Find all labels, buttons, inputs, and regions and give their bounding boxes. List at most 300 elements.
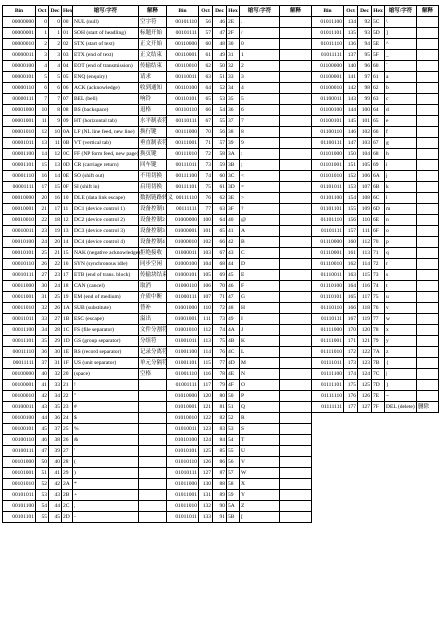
bin-cell: 01110011 <box>312 270 344 281</box>
table-row <box>3 138 167 149</box>
bin-cell: 00101101 <box>3 512 36 523</box>
oct-cell: 26 <box>36 259 49 270</box>
hex-cell: 4F <box>227 380 240 391</box>
table-row <box>167 171 312 182</box>
char-cell: * <box>73 479 139 490</box>
bin-cell: 00100001 <box>3 380 36 391</box>
hex-cell: 0A <box>62 127 73 138</box>
bin-cell: 01000100 <box>167 259 199 270</box>
oct-cell: 162 <box>344 259 358 270</box>
char-cell: b <box>385 83 417 94</box>
explain-cell <box>417 215 439 226</box>
oct-cell: 167 <box>344 314 358 325</box>
bin-cell: 00001001 <box>3 116 36 127</box>
char-cell: a <box>385 72 417 83</box>
char-cell: K <box>240 336 280 347</box>
dec-cell: 114 <box>358 259 372 270</box>
table-row <box>167 424 312 435</box>
column-header-bin: Bin <box>167 6 199 17</box>
bin-cell: 00011011 <box>3 314 36 325</box>
hex-cell: 77 <box>372 314 385 325</box>
oct-cell: 127 <box>199 468 213 479</box>
dec-cell: 64 <box>213 215 227 226</box>
explain-cell: 正文结束 <box>139 50 167 61</box>
char-cell: EM (end of medium) <box>73 292 139 303</box>
bin-cell: 01001011 <box>167 336 199 347</box>
oct-cell: 105 <box>199 270 213 281</box>
oct-cell: 134 <box>344 17 358 28</box>
hex-cell: 0F <box>62 182 73 193</box>
oct-cell: 173 <box>344 358 358 369</box>
bin-cell: 01110110 <box>312 303 344 314</box>
char-cell: 4 <box>240 83 280 94</box>
oct-cell: 33 <box>36 314 49 325</box>
dec-cell: 19 <box>49 226 62 237</box>
hex-cell: 79 <box>372 336 385 347</box>
char-cell: O <box>240 380 280 391</box>
table-row <box>3 468 167 479</box>
char-cell: STX (start of text) <box>73 39 139 50</box>
char-cell: x <box>385 325 417 336</box>
explain-cell: 正文开始 <box>139 39 167 50</box>
table-row <box>312 281 439 292</box>
char-cell: ) <box>73 468 139 479</box>
oct-cell: 150 <box>344 149 358 160</box>
char-cell: o <box>385 226 417 237</box>
bin-cell: 00111100 <box>167 171 199 182</box>
table-row <box>167 226 312 237</box>
bin-cell: 01101000 <box>312 149 344 160</box>
dec-cell: 34 <box>49 391 62 402</box>
table-row <box>3 105 167 116</box>
dec-cell: 33 <box>49 380 62 391</box>
oct-cell: 107 <box>199 292 213 303</box>
hex-cell: 62 <box>372 83 385 94</box>
table-row <box>3 358 167 369</box>
oct-cell: 15 <box>36 160 49 171</box>
bin-cell: 01100101 <box>312 116 344 127</box>
hex-cell: 45 <box>227 270 240 281</box>
table-row <box>312 83 439 94</box>
oct-cell: 73 <box>199 160 213 171</box>
bin-cell: 00101011 <box>3 490 36 501</box>
oct-cell: 176 <box>344 391 358 402</box>
bin-cell: 00111011 <box>167 160 199 171</box>
dec-cell: 94 <box>358 39 372 50</box>
table-row <box>312 303 439 314</box>
char-cell: X <box>240 479 280 490</box>
dec-cell: 55 <box>213 116 227 127</box>
hex-cell: 42 <box>227 237 240 248</box>
char-cell: C <box>240 248 280 259</box>
explain-cell: 介质中断 <box>139 292 167 303</box>
explain-cell <box>139 424 167 435</box>
oct-cell: 146 <box>344 127 358 138</box>
table-row <box>312 336 439 347</box>
dec-cell: 13 <box>49 160 62 171</box>
char-cell: H <box>240 303 280 314</box>
dec-cell: 50 <box>213 61 227 72</box>
table-row <box>3 402 167 413</box>
bin-cell: 00010100 <box>3 237 36 248</box>
explain-cell <box>280 28 312 39</box>
oct-cell: 144 <box>344 105 358 116</box>
dec-cell: 87 <box>213 468 227 479</box>
column-header-explain: 解释 <box>139 6 167 17</box>
dec-cell: 78 <box>213 369 227 380</box>
hex-cell: 15 <box>62 248 73 259</box>
bin-cell: 00101100 <box>3 501 36 512</box>
dec-cell: 30 <box>49 347 62 358</box>
oct-cell: 117 <box>199 380 213 391</box>
bin-cell: 01110000 <box>312 237 344 248</box>
oct-cell: 62 <box>199 61 213 72</box>
char-cell: n <box>385 215 417 226</box>
dec-cell: 10 <box>49 127 62 138</box>
table-row <box>3 380 167 391</box>
oct-cell: 114 <box>199 347 213 358</box>
dec-cell: 123 <box>358 358 372 369</box>
table-row <box>312 347 439 358</box>
table-row <box>167 391 312 402</box>
hex-cell: 38 <box>227 127 240 138</box>
explain-cell <box>280 358 312 369</box>
oct-cell: 36 <box>36 347 49 358</box>
header-row <box>3 6 167 17</box>
dec-cell: 92 <box>358 17 372 28</box>
oct-cell: 55 <box>36 512 49 523</box>
hex-cell: 13 <box>62 226 73 237</box>
explain-cell <box>417 28 439 39</box>
explain-cell <box>280 17 312 28</box>
explain-cell <box>280 237 312 248</box>
explain-cell <box>280 61 312 72</box>
char-cell: | <box>385 369 417 380</box>
table-row <box>312 369 439 380</box>
char-cell: FS (file separator) <box>73 325 139 336</box>
dec-cell: 48 <box>213 39 227 50</box>
hex-cell: 6D <box>372 204 385 215</box>
hex-cell: 3C <box>227 171 240 182</box>
explain-cell <box>280 314 312 325</box>
hex-cell: 23 <box>62 402 73 413</box>
oct-cell: 60 <box>199 39 213 50</box>
char-cell: r <box>385 259 417 270</box>
oct-cell: 100 <box>199 215 213 226</box>
table-row <box>312 182 439 193</box>
oct-cell: 157 <box>344 226 358 237</box>
table-row <box>167 116 312 127</box>
dec-cell: 58 <box>213 149 227 160</box>
table-row <box>312 292 439 303</box>
bin-cell: 00101111 <box>167 28 199 39</box>
hex-cell: 41 <box>227 226 240 237</box>
oct-cell: 174 <box>344 369 358 380</box>
bin-cell: 01111100 <box>312 369 344 380</box>
hex-cell: 74 <box>372 281 385 292</box>
table-row <box>3 490 167 501</box>
dec-cell: 68 <box>213 259 227 270</box>
table-row <box>312 17 439 28</box>
table-row <box>3 39 167 50</box>
hex-cell: 2C <box>62 501 73 512</box>
hex-cell: 43 <box>227 248 240 259</box>
dec-cell: 12 <box>49 149 62 160</box>
dec-cell: 43 <box>49 490 62 501</box>
oct-cell: 163 <box>344 270 358 281</box>
oct-cell: 67 <box>199 116 213 127</box>
bin-cell: 01110001 <box>312 248 344 259</box>
dec-cell: 52 <box>213 83 227 94</box>
hex-cell: 5A <box>227 501 240 512</box>
oct-cell: 42 <box>36 391 49 402</box>
dec-cell: 103 <box>358 138 372 149</box>
bin-cell: 01000001 <box>167 226 199 237</box>
bin-cell: 00010101 <box>3 248 36 259</box>
hex-cell: 37 <box>227 116 240 127</box>
dec-cell: 84 <box>213 435 227 446</box>
table-row <box>3 270 167 281</box>
oct-cell: 160 <box>344 237 358 248</box>
explain-cell <box>139 413 167 424</box>
char-cell: ] <box>385 28 417 39</box>
dec-cell: 105 <box>358 160 372 171</box>
char-cell: % <box>73 424 139 435</box>
hex-cell: 06 <box>62 83 73 94</box>
oct-cell: 25 <box>36 248 49 259</box>
explain-cell <box>280 94 312 105</box>
oct-cell: 123 <box>199 424 213 435</box>
hex-cell: 28 <box>62 457 73 468</box>
explain-cell <box>417 17 439 28</box>
table-row <box>3 160 167 171</box>
bin-cell: 01000000 <box>167 215 199 226</box>
hex-cell: 3F <box>227 204 240 215</box>
explain-cell <box>280 479 312 490</box>
hex-cell: 5F <box>372 50 385 61</box>
explain-cell <box>417 358 439 369</box>
oct-cell: 6 <box>36 83 49 94</box>
bin-cell: 00000100 <box>3 61 36 72</box>
dec-cell: 97 <box>358 72 372 83</box>
oct-cell: 121 <box>199 402 213 413</box>
hex-cell: 31 <box>227 50 240 61</box>
dec-cell: 80 <box>213 391 227 402</box>
hex-cell: 7A <box>372 347 385 358</box>
table-row <box>3 50 167 61</box>
explain-cell <box>417 116 439 127</box>
bin-cell: 01011110 <box>312 39 344 50</box>
dec-cell: 53 <box>213 94 227 105</box>
hex-cell: 09 <box>62 116 73 127</box>
oct-cell: 147 <box>344 138 358 149</box>
table-row <box>167 105 312 116</box>
bin-cell: 00111001 <box>167 138 199 149</box>
oct-cell: 110 <box>199 303 213 314</box>
dec-cell: 117 <box>358 292 372 303</box>
bin-cell: 01001001 <box>167 314 199 325</box>
dec-cell: 2 <box>49 39 62 50</box>
char-cell: Z <box>240 501 280 512</box>
char-cell: l <box>385 193 417 204</box>
char-cell: z <box>385 347 417 358</box>
table-row <box>167 413 312 424</box>
oct-cell: 164 <box>344 281 358 292</box>
dec-cell: 72 <box>213 303 227 314</box>
oct-cell: 2 <box>36 39 49 50</box>
hex-cell: 3A <box>227 149 240 160</box>
oct-cell: 13 <box>36 138 49 149</box>
char-cell: U <box>240 446 280 457</box>
hex-cell: 50 <box>227 391 240 402</box>
table-row <box>3 391 167 402</box>
explain-cell <box>139 512 167 523</box>
oct-cell: 101 <box>199 226 213 237</box>
dec-cell: 75 <box>213 336 227 347</box>
bin-cell: 00111111 <box>167 204 199 215</box>
hex-cell: 44 <box>227 259 240 270</box>
char-cell: BS (backspace) <box>73 105 139 116</box>
char-cell: [ <box>240 512 280 523</box>
char-cell: ~ <box>385 391 417 402</box>
char-cell: w <box>385 314 417 325</box>
dec-cell: 86 <box>213 457 227 468</box>
hex-cell: 61 <box>372 72 385 83</box>
bin-cell: 01100111 <box>312 138 344 149</box>
dec-cell: 26 <box>49 303 62 314</box>
hex-cell: 5E <box>372 39 385 50</box>
bin-cell: 01000110 <box>167 281 199 292</box>
explain-cell: 设备控制4 <box>139 237 167 248</box>
bin-cell: 01100100 <box>312 105 344 116</box>
char-cell: 7 <box>240 116 280 127</box>
hex-cell: 4D <box>227 358 240 369</box>
oct-cell: 120 <box>199 391 213 402</box>
dec-cell: 66 <box>213 237 227 248</box>
table-row <box>312 402 439 413</box>
explain-cell <box>139 446 167 457</box>
bin-cell: 01100001 <box>312 72 344 83</box>
oct-cell: 152 <box>344 171 358 182</box>
table-row <box>167 182 312 193</box>
explain-cell <box>417 347 439 358</box>
table-row <box>3 512 167 523</box>
char-cell: d <box>385 105 417 116</box>
dec-cell: 113 <box>358 248 372 259</box>
char-cell: CAN (cancel) <box>73 281 139 292</box>
explain-cell <box>417 193 439 204</box>
bin-cell: 01001010 <box>167 325 199 336</box>
explain-cell <box>280 303 312 314</box>
hex-cell: 56 <box>227 457 240 468</box>
hex-cell: 27 <box>62 446 73 457</box>
header-row <box>312 6 439 17</box>
hex-cell: 30 <box>227 39 240 50</box>
dec-cell: 18 <box>49 215 62 226</box>
hex-cell: 17 <box>62 270 73 281</box>
explain-cell <box>417 226 439 237</box>
bin-cell: 00110011 <box>167 72 199 83</box>
char-cell: 0 <box>240 39 280 50</box>
explain-cell: 单元分隔符 <box>139 358 167 369</box>
char-cell: \ <box>385 17 417 28</box>
table-row <box>3 413 167 424</box>
char-cell: SUB (substitute) <box>73 303 139 314</box>
explain-cell <box>280 380 312 391</box>
table-row <box>3 215 167 226</box>
table-row <box>167 61 312 72</box>
table-row <box>167 138 312 149</box>
char-cell: RS (record separator) <box>73 347 139 358</box>
explain-cell <box>417 61 439 72</box>
table-body <box>312 17 439 413</box>
dec-cell: 119 <box>358 314 372 325</box>
hex-cell: 2B <box>62 490 73 501</box>
dec-cell: 59 <box>213 160 227 171</box>
table-row <box>167 72 312 83</box>
dec-cell: 11 <box>49 138 62 149</box>
oct-cell: 5 <box>36 72 49 83</box>
explain-cell: 溢出 <box>139 314 167 325</box>
bin-cell: 01110101 <box>312 292 344 303</box>
char-cell: ? <box>240 204 280 215</box>
char-cell: 2 <box>240 61 280 72</box>
oct-cell: 103 <box>199 248 213 259</box>
oct-cell: 143 <box>344 94 358 105</box>
oct-cell: 32 <box>36 303 49 314</box>
table-row <box>3 17 167 28</box>
dec-cell: 127 <box>358 402 372 413</box>
oct-cell: 10 <box>36 105 49 116</box>
hex-cell: 08 <box>62 105 73 116</box>
explain-cell: 回车键 <box>139 160 167 171</box>
dec-cell: 115 <box>358 270 372 281</box>
explain-cell <box>280 138 312 149</box>
explain-cell <box>139 457 167 468</box>
char-cell: A <box>240 226 280 237</box>
dec-cell: 112 <box>358 237 372 248</box>
table-row <box>312 149 439 160</box>
bin-cell: 01101011 <box>312 182 344 193</box>
explain-cell <box>417 171 439 182</box>
explain-cell: 水平制表符 <box>139 116 167 127</box>
table-row <box>167 347 312 358</box>
hex-cell: 4E <box>227 369 240 380</box>
char-cell: M <box>240 358 280 369</box>
char-cell: j <box>385 171 417 182</box>
char-cell: k <box>385 182 417 193</box>
hex-cell: 04 <box>62 61 73 72</box>
table-row <box>167 204 312 215</box>
char-cell: , <box>73 501 139 512</box>
column-header-dec: Dec <box>213 6 227 17</box>
oct-cell: 16 <box>36 171 49 182</box>
explain-cell <box>417 380 439 391</box>
char-cell: u <box>385 292 417 303</box>
char-cell: : <box>240 149 280 160</box>
oct-cell: 116 <box>199 369 213 380</box>
hex-cell: 19 <box>62 292 73 303</box>
oct-cell: 45 <box>36 424 49 435</box>
dec-cell: 69 <box>213 270 227 281</box>
table-row <box>167 501 312 512</box>
table-row <box>312 215 439 226</box>
bin-cell: 01001100 <box>167 347 199 358</box>
hex-cell: 3B <box>227 160 240 171</box>
dec-cell: 23 <box>49 270 62 281</box>
dec-cell: 100 <box>358 105 372 116</box>
char-cell: LF (NL line feed, new line) <box>73 127 139 138</box>
